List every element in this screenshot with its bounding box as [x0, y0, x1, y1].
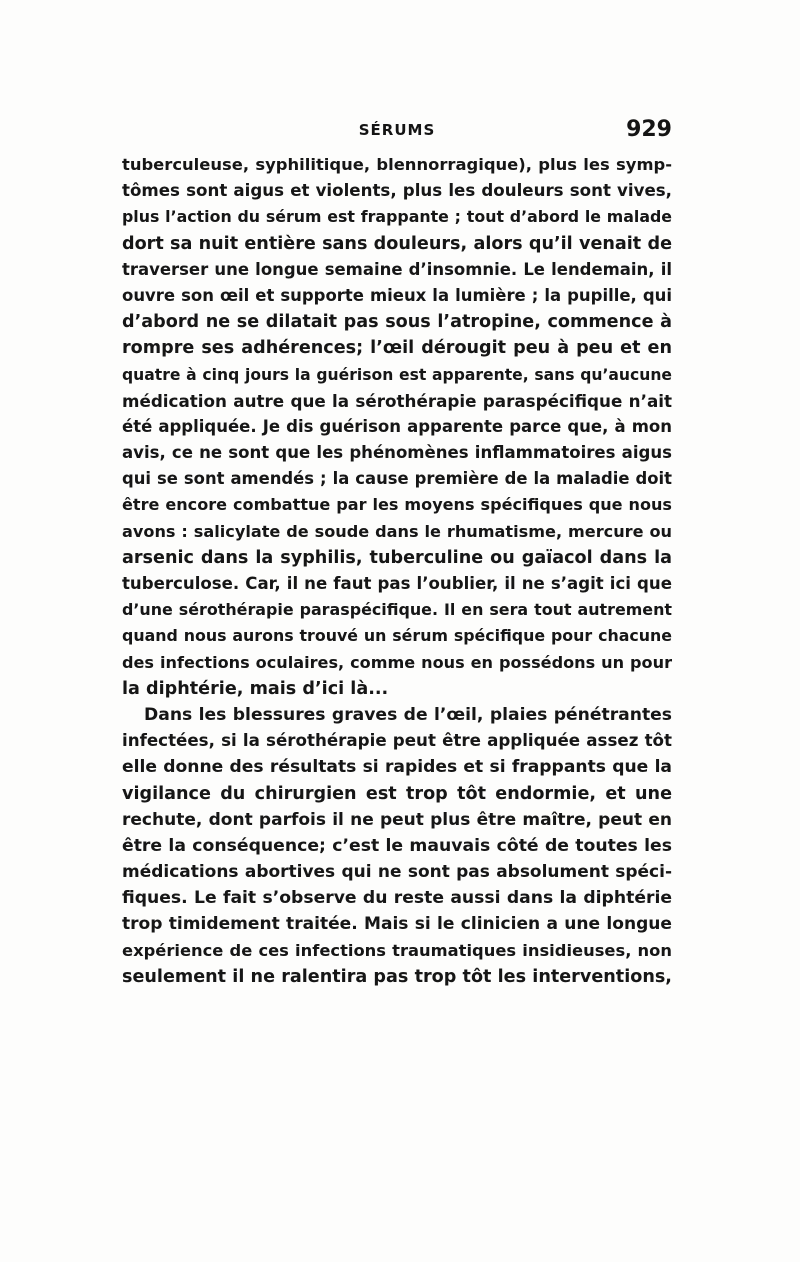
- text-line: des infections oculaires, comme nous en possédons un pour: [122, 652, 672, 672]
- text-line: expérience de ces infections traumatiques insidieuses, non: [122, 940, 672, 960]
- text-line: d’abord ne se dilatait pas sous l’atropine, commence à: [122, 312, 672, 333]
- text-line: tuberculeuse, syphilitique, blennorragique), plus les symp-: [122, 155, 672, 174]
- page-number: 929: [626, 117, 672, 142]
- text-line: être la conséquence; c’est le mauvais côté de toutes les: [122, 835, 672, 856]
- text-line: fiques. Le fait s’observe du reste aussi dans la diphtérie: [122, 888, 672, 909]
- text-line: avis, ce ne sont que les phénomènes inflammatoires aigus: [122, 443, 672, 463]
- text-line: d’une sérothérapie paraspécifique. Il en sera tout autrement: [122, 600, 672, 620]
- text-line: infectées, si la sérothérapie peut être appliquée assez tôt: [122, 731, 672, 751]
- text-line: médications abortives qui ne sont pas absolument spéci-: [122, 862, 672, 883]
- text-line: seulement il ne ralentira pas trop tôt les interventions,: [122, 966, 672, 987]
- text-line: tuberculose. Car, il ne faut pas l’oublier, il ne s’agit ici que: [122, 574, 672, 593]
- paragraph: [122, 152, 672, 702]
- text-line: la diphtérie, mais d’ici là...: [122, 678, 389, 699]
- paragraph: [122, 702, 672, 990]
- text-line: elle donne des résultats si rapides et si frappants que la: [122, 757, 672, 778]
- text-line: trop timidement traitée. Mais si le clinicien a une longue: [122, 914, 672, 935]
- text-line: dort sa nuit entière sans douleurs, alors qu’il venait de: [122, 233, 672, 254]
- text-line: être encore combattue par les moyens spécifiques que nous: [122, 495, 672, 515]
- text-line: traverser une longue semaine d’insomnie. Le lendemain, il: [122, 259, 672, 279]
- running-header: [122, 117, 672, 145]
- text-line: vigilance du chirurgien est trop tôt endormie, et une: [122, 783, 672, 804]
- text-line: été appliquée. Je dis guérison apparente parce que, à mon: [122, 416, 672, 436]
- text-line: médication autre que la sérothérapie paraspécifique n’ait: [122, 390, 672, 411]
- text-line: quatre à cinq jours la guérison est apparente, sans qu’aucune: [122, 365, 672, 384]
- body-text: [122, 152, 672, 990]
- running-title: SÉRUMS: [358, 121, 436, 139]
- text-line: qui se sont amendés ; la cause première de la maladie doit: [122, 469, 672, 489]
- text-line: rompre ses adhérences; l’œil dérougit peu à peu et en: [122, 338, 672, 359]
- text-line: rechute, dont parfois il ne peut plus être maître, peut en: [122, 809, 672, 830]
- text-line: plus l’action du sérum est frappante ; tout d’abord le malade: [122, 207, 672, 227]
- text-line: avons : salicylate de soude dans le rhumatisme, mercure ou: [122, 521, 672, 541]
- text-line: arsenic dans la syphilis, tuberculine ou gaïacol dans la: [122, 547, 672, 568]
- text-line: tômes sont aigus et violents, plus les douleurs sont vives,: [122, 181, 672, 201]
- text-line: quand nous aurons trouvé un sérum spécifique pour chacune: [122, 626, 672, 646]
- text-line: ouvre son œil et supporte mieux la lumière ; la pupille, qui: [122, 285, 672, 305]
- text-line: Dans les blessures graves de l’œil, plaies pénétrantes: [144, 704, 672, 725]
